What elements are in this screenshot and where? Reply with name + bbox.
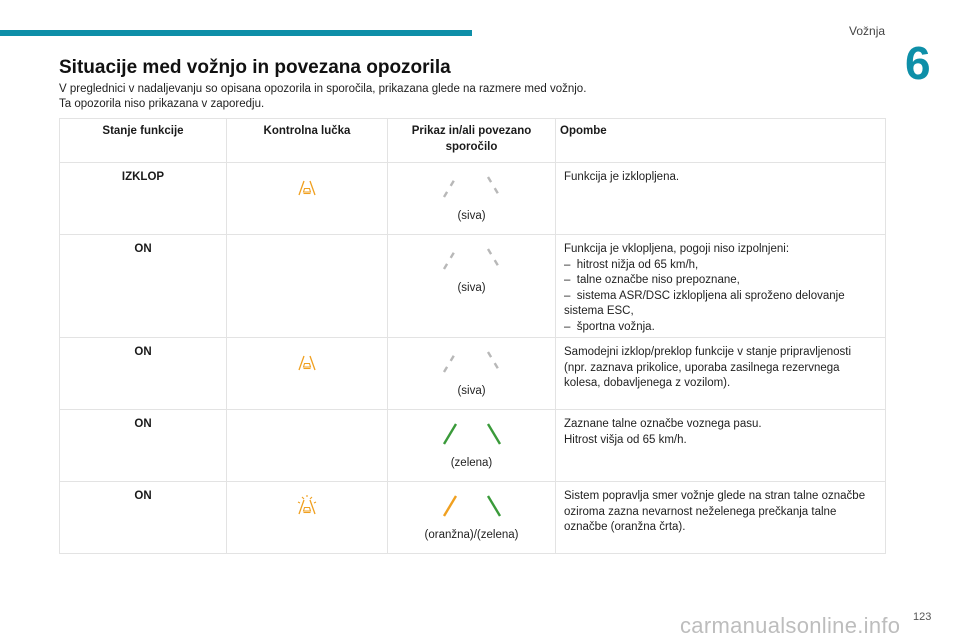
header-notes: Opombe bbox=[556, 119, 886, 163]
header-display: Prikaz in/ali povezano sporočilo bbox=[388, 119, 556, 163]
display-caption: (siva) bbox=[457, 384, 486, 397]
note-line: Funkcija je vklopljena, pogoji niso izpolnjeni: bbox=[564, 243, 790, 255]
note-line: – sistema ASR/DSC izklopljena ali sproženo delovanje sistema ESC, bbox=[564, 289, 848, 317]
page-title: Situacije med vožnjo in povezana opozorila bbox=[59, 57, 451, 78]
chapter-number: 6 bbox=[905, 37, 931, 89]
table-header-row bbox=[60, 119, 886, 163]
display-caption: (zelena) bbox=[450, 456, 493, 469]
lane-lines-icon bbox=[440, 422, 504, 446]
display-caption: (siva) bbox=[457, 209, 486, 222]
lane-lines-icon bbox=[440, 350, 504, 374]
table-row bbox=[60, 163, 886, 235]
note-line: – talne označbe niso prepoznane, bbox=[564, 274, 740, 286]
cell-notes bbox=[556, 235, 886, 338]
cell-lamp bbox=[227, 235, 388, 338]
cell-notes bbox=[556, 410, 886, 482]
cell-state: ON bbox=[60, 410, 227, 482]
cell-display bbox=[388, 482, 556, 554]
intro-line: V preglednici v nadaljevanju so opisana opozorila in sporočila, prikazana glede na razmere med vožnjo. bbox=[59, 83, 587, 95]
lane-lines-icon bbox=[440, 494, 504, 518]
cell-lamp bbox=[227, 163, 388, 235]
chapter-name: Vožnja bbox=[849, 24, 886, 38]
table-row bbox=[60, 338, 886, 410]
lane-warning-icon bbox=[295, 350, 319, 374]
cell-lamp bbox=[227, 338, 388, 410]
lane-lines-icon bbox=[440, 175, 504, 199]
note-line: – hitrost nižja od 65 km/h, bbox=[564, 258, 699, 271]
display-caption: (siva) bbox=[457, 281, 486, 294]
note-line: Hitrost višja od 65 km/h. bbox=[564, 433, 687, 446]
intro-line: Ta opozorila niso prikazana v zaporedju. bbox=[59, 98, 265, 110]
cell-state: ON bbox=[60, 338, 227, 410]
cell-lamp bbox=[227, 410, 388, 482]
display-caption: (oranžna)/(zelena) bbox=[424, 528, 519, 541]
cell-state: ON bbox=[60, 482, 227, 554]
table-row bbox=[60, 482, 886, 554]
note-line: Sistem popravlja smer vožnje glede na stran talne označbe oziroma zazna nevarnost neželenega prečkanja talne označbe (oranžna črta). bbox=[564, 490, 869, 533]
cell-state: IZKLOP bbox=[60, 163, 227, 235]
note-line: Zaznane talne označbe voznega pasu. bbox=[564, 418, 762, 430]
cell-lamp bbox=[227, 482, 388, 554]
note-line: – športna vožnja. bbox=[564, 320, 655, 333]
cell-display bbox=[388, 163, 556, 235]
table-row bbox=[60, 235, 886, 338]
top-accent-bar bbox=[0, 30, 472, 36]
note-line: Samodejni izklop/preklop funkcije v stanje pripravljenosti (npr. zaznava prikolice, uporaba zasilnega rezervnega kolesa, dobavljenega z vozilom). bbox=[564, 346, 855, 389]
header-lamp: Kontrolna lučka bbox=[227, 119, 388, 163]
page-number: 123 bbox=[913, 611, 932, 623]
cell-notes bbox=[556, 163, 886, 235]
lane-lines-icon bbox=[440, 247, 504, 271]
note-line: Funkcija je izklopljena. bbox=[564, 171, 680, 183]
intro-text bbox=[59, 82, 586, 112]
cell-display bbox=[388, 338, 556, 410]
cell-notes bbox=[556, 482, 886, 554]
warnings-table bbox=[59, 118, 886, 554]
cell-notes bbox=[556, 338, 886, 410]
cell-display bbox=[388, 235, 556, 338]
cell-state: ON bbox=[60, 235, 227, 338]
header-state: Stanje funkcije bbox=[60, 119, 227, 163]
lane-warning-icon bbox=[295, 494, 319, 518]
table-row bbox=[60, 410, 886, 482]
lane-warning-icon bbox=[295, 175, 319, 199]
cell-display bbox=[388, 410, 556, 482]
watermark: carmanualsonline.info bbox=[680, 613, 901, 638]
